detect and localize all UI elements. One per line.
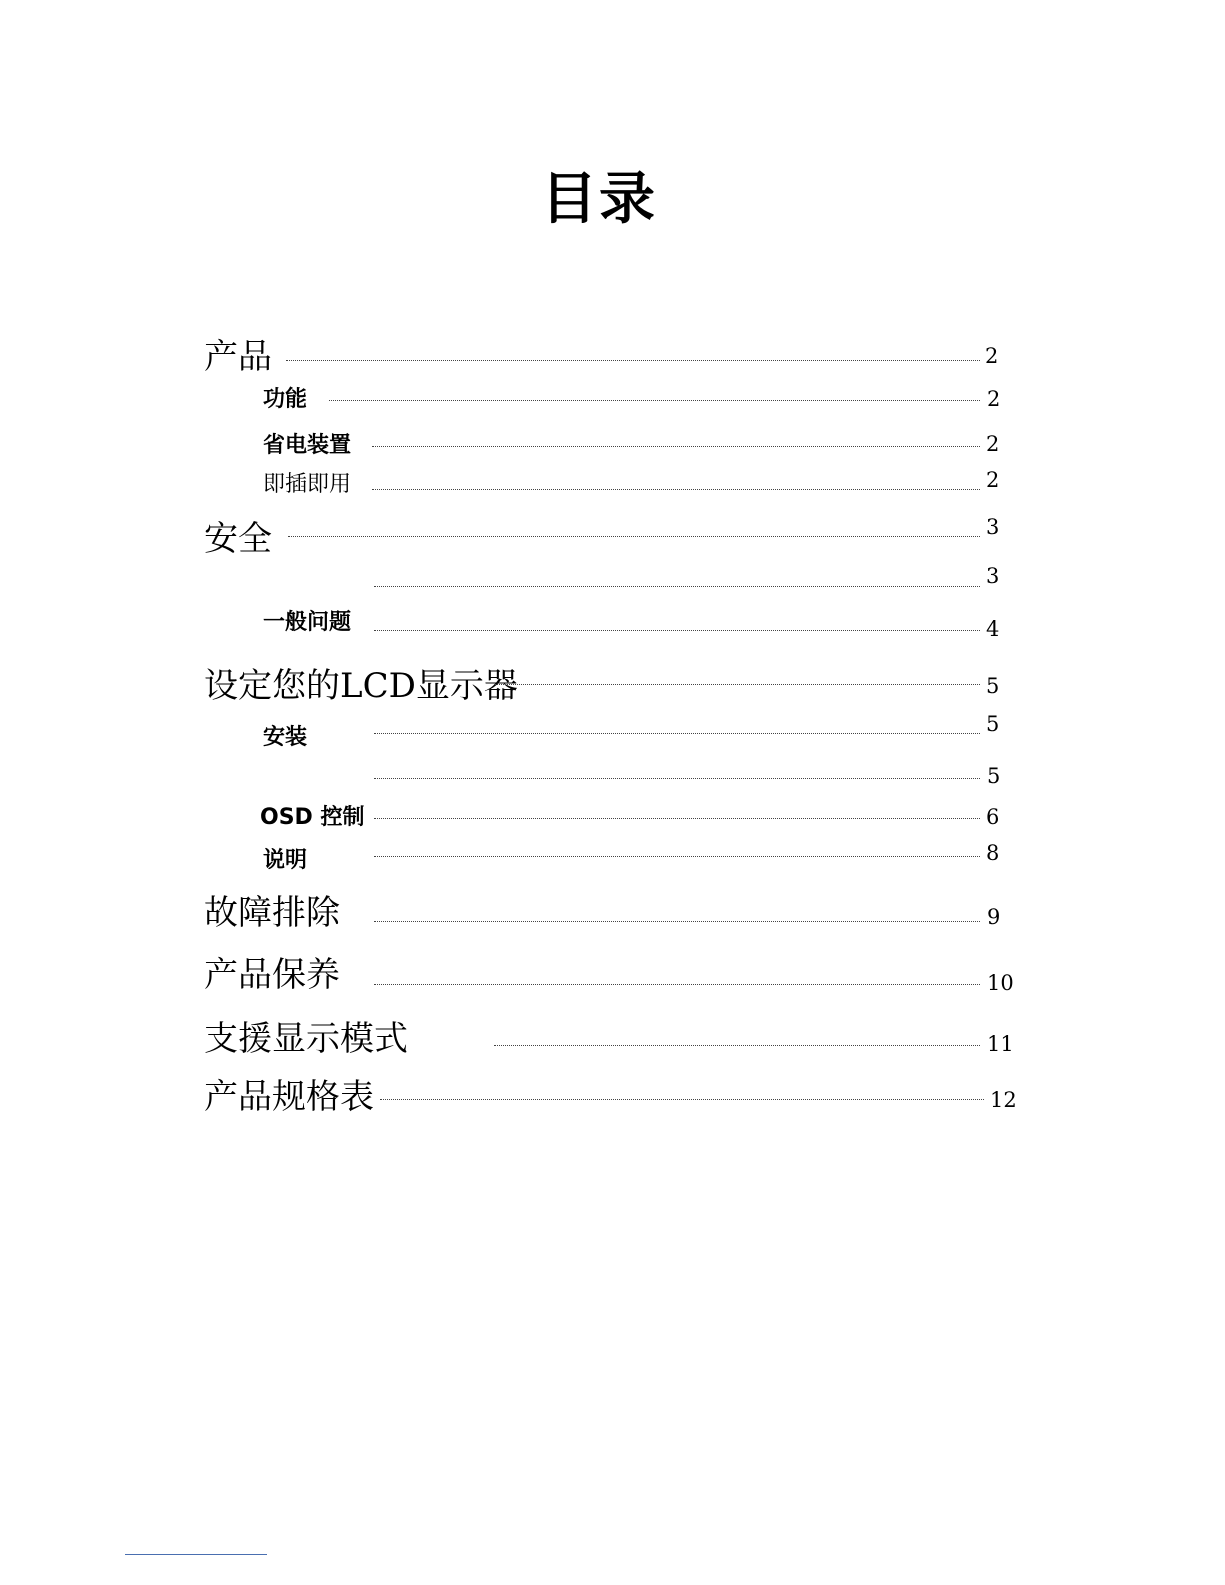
toc-entry-unlabeled[interactable] [263,740,363,785]
toc-entry-instructions[interactable] [263,823,363,873]
toc-entry-label: 产品规格表 [204,1076,374,1117]
toc-page-number: 5 [986,674,1000,698]
toc-entry-unlabeled[interactable] [263,540,363,585]
toc-title: 目录 [541,167,657,232]
toc-leader [374,733,980,734]
toc-page-number: 3 [986,515,1000,539]
toc-entry-product-care[interactable] [204,944,404,994]
toc-entry-setup-lcd[interactable] [204,655,518,706]
toc-entry-specifications[interactable] [204,1066,404,1116]
toc-entry-label: 说明 [263,847,308,873]
toc-leader [494,1045,980,1046]
toc-page-number: 2 [985,344,999,368]
toc-leader [374,984,980,985]
toc-leader [374,856,980,857]
toc-entry-label: 设定您的LCD显示器 [204,665,518,706]
toc-page-number: 4 [986,617,1000,641]
toc-page-number: 2 [986,468,1000,492]
toc-entry-label: 安装 [263,724,308,750]
toc-entry-label: 故障排除 [204,892,340,933]
toc-page-number: 2 [987,387,1001,411]
toc-entry-general-issues[interactable] [263,585,383,635]
toc-page-number: 2 [986,432,1000,456]
toc-page-number: 5 [986,712,1000,736]
toc-entry-plug-and-play[interactable] [263,447,383,497]
toc-page-number: 10 [987,971,1014,995]
toc-leader [286,360,980,361]
toc-page-number: 8 [986,841,1000,865]
toc-entry-label: 安全 [204,518,272,559]
toc-page-number: 3 [986,564,1000,588]
toc-leader [374,586,980,587]
toc-entry-label: 省电装置 [263,432,352,458]
toc-entry-features[interactable] [263,364,383,412]
toc-entry-label: 即插即用 [263,471,352,497]
toc-entry-label: OSD 控制 [260,804,365,830]
toc-leader [372,446,980,447]
toc-entry-display-modes[interactable] [204,1008,484,1058]
toc-entry-label: 产品 [204,336,272,377]
toc-leader [374,921,980,922]
toc-leader [374,630,980,631]
toc-entry-label: 一般问题 [263,609,352,635]
toc-entry-label: 产品保养 [204,954,340,995]
toc-entry-troubleshooting[interactable] [204,882,404,932]
toc-leader [372,489,980,490]
toc-page-number: 12 [990,1088,1017,1112]
toc-entry-label: 功能 [263,386,308,412]
toc-entry-label: 支援显示模式 [204,1018,408,1059]
toc-page-number: 5 [987,764,1001,788]
footnote-separator-line [125,1554,267,1555]
toc-leader [288,536,980,537]
toc-page-number: 6 [986,805,1000,829]
toc-page-number: 9 [987,905,1001,929]
toc-leader [494,684,980,685]
toc-leader [374,778,980,779]
toc-leader [329,400,980,401]
toc-leader [374,818,980,819]
toc-page-number: 11 [987,1032,1014,1056]
toc-leader [380,1099,984,1100]
